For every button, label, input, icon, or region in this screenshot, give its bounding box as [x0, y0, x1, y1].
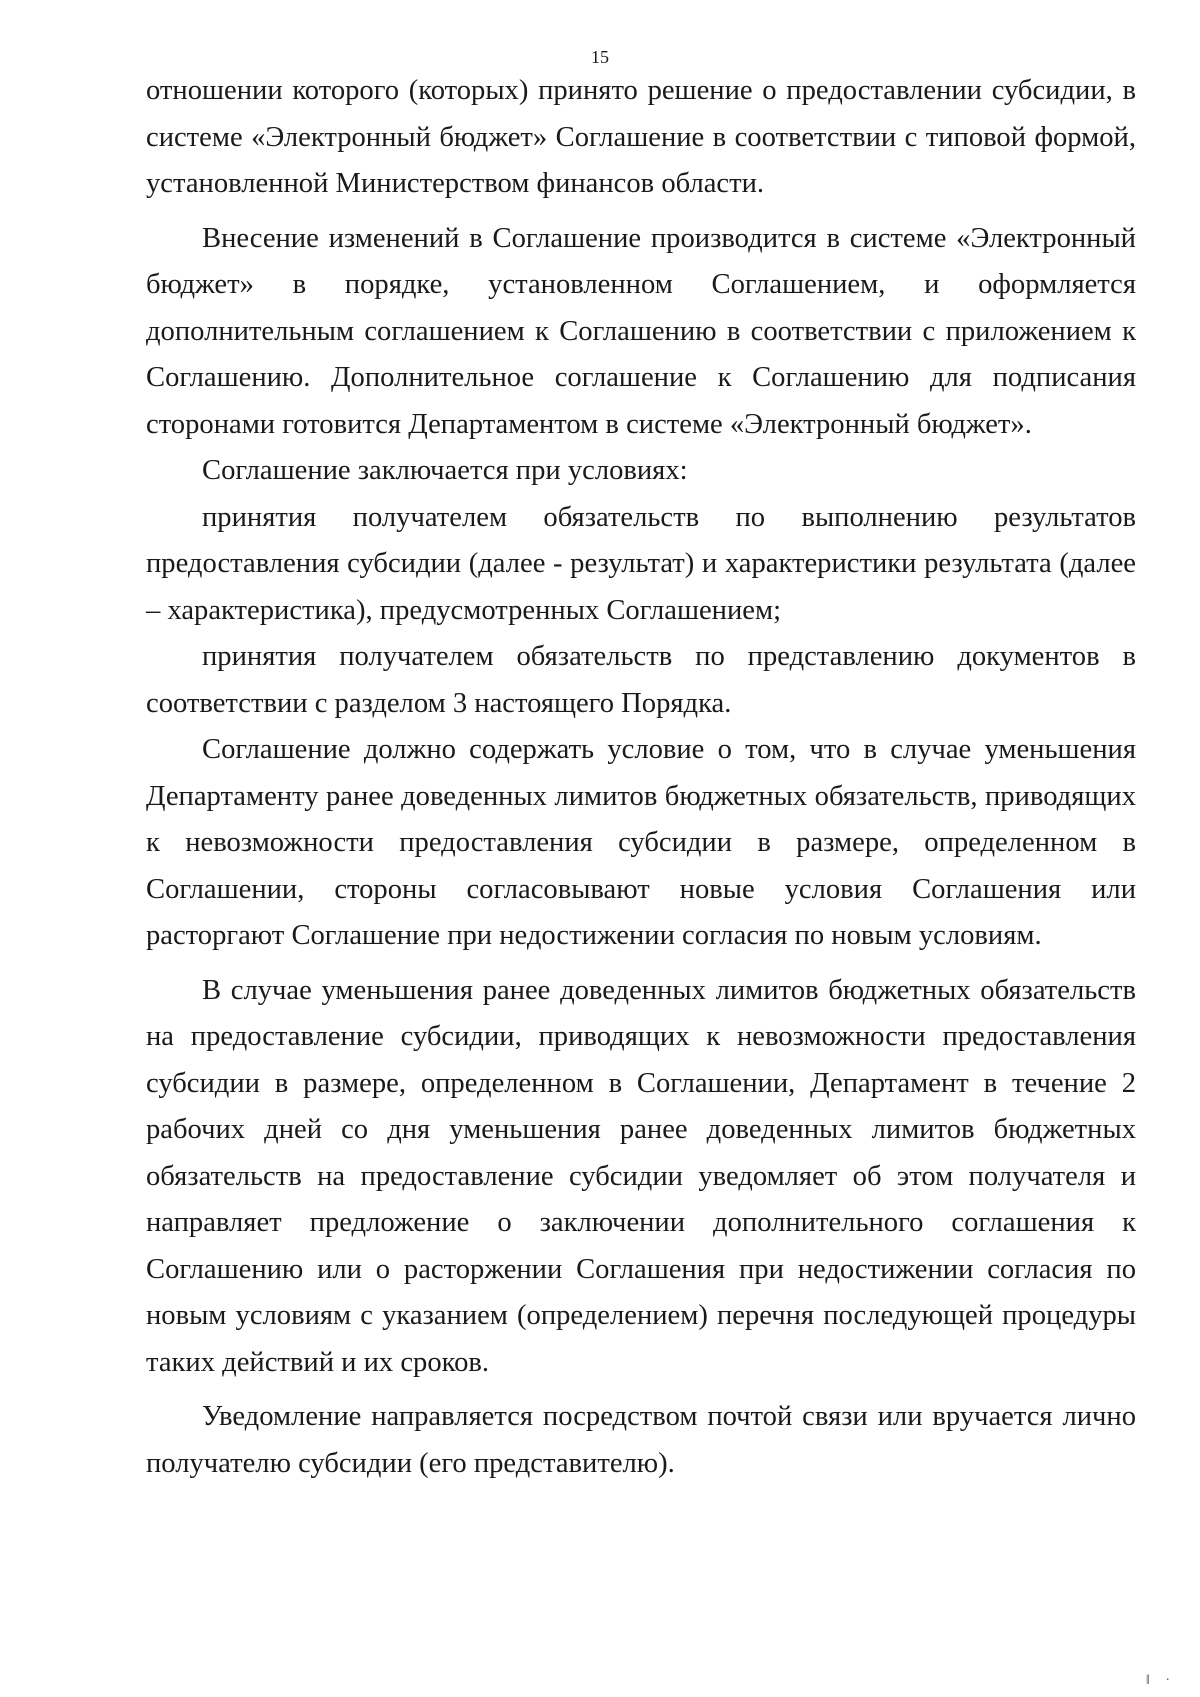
paragraph-limits-condition: Соглашение должно содержать условие о том, что в случае уменьшения Департаменту ранее доведенных лимитов бюджетных обязательств, приводящих к невозможности предоставления субсидии в размере, определенном в Соглашении, стороны согласовывают новые условия Соглашения или расторгают Соглашение при недостижении согласия по новым условиям.: [146, 734, 1136, 951]
paragraph-limits-reduction: В случае уменьшения ранее доведенных лимитов бюджетных обязательств на предоставление субсидии, приводящих к невозможности предоставления субсидии в размере, определенном в Соглашении, Департамент в течение 2 рабочих дней со дня уменьшения ранее доведенных лимитов бюджетных обязательств на предоставление субсидии уведомляет об этом получателя и направляет предложение о заключении дополнительного соглашения к Соглашению или о расторжении Соглашения при недостижении согласия по новым условиям с указанием (определением) перечня последующей процедуры таких действий и их сроков.: [146, 974, 1136, 1378]
scan-edge-mark: ‖ ·: [1145, 1673, 1176, 1688]
paragraph-conditions-intro: Соглашение заключается при условиях:: [202, 455, 688, 486]
document-body: [146, 68, 1136, 1487]
paragraph-condition-documents: принятия получателем обязательств по представлению документов в соответствии с разделом 3 настоящего Порядка.: [146, 641, 1136, 719]
page-number: 15: [591, 47, 609, 67]
paragraph-continuation: отношении которого (которых) принято решение о предоставлении субсидии, в системе «Электронный бюджет» Соглашение в соответствии с типовой формой, установленной Министерством финансов области.: [146, 75, 1136, 199]
paragraph-condition-results: принятия получателем обязательств по выполнению результатов предоставления субсидии (далее - результат) и характеристики результата (далее – характеристика), предусмотренных Соглашением;: [146, 501, 1136, 626]
paragraph-amendments: Внесение изменений в Соглашение производится в системе «Электронный бюджет» в порядке, установленном Соглашением, и оформляется дополнительным соглашением к Соглашению в соответствии с приложением к Соглашению. Дополнительное соглашение к Соглашению для подписания сторонами готовится Департаментом в системе «Электронный бюджет».: [146, 222, 1136, 440]
paragraph-notification: Уведомление направляется посредством почтой связи или вручается лично получателю субсидии (его представителю).: [146, 1401, 1136, 1479]
